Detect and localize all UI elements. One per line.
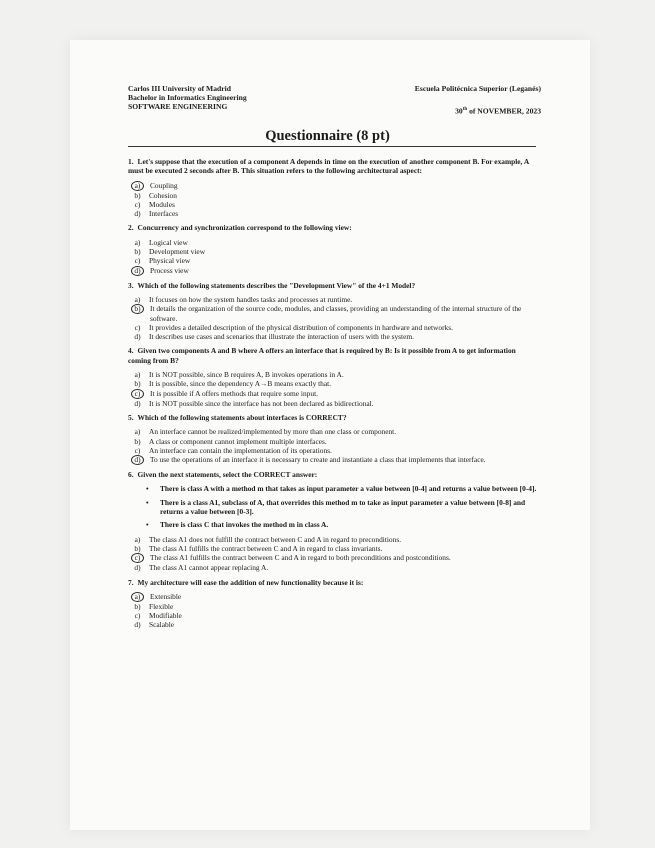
school-name: Escuela Politécnica Superior (Leganés)	[414, 84, 541, 93]
option-text: The class A1 cannot appear replacing A.	[149, 563, 269, 573]
option[interactable]	[132, 563, 538, 572]
question-text	[128, 157, 538, 176]
statement-text: There is a class A1, subclass of A, that overrides this method m to take as input parameter a value between [0-8] and returns a value between [0-3].	[160, 497, 526, 517]
option-letter: a)	[134, 427, 141, 437]
question-4	[128, 346, 538, 407]
answer-circle-mark: c)	[131, 389, 144, 399]
option-letter: b)	[134, 190, 141, 200]
option[interactable]	[132, 544, 538, 553]
options-list	[132, 370, 538, 408]
options-list	[132, 295, 538, 341]
question-stem: Given two components A and B where A offers an interface that is required by B: Is it possible from A to get information coming from B?	[128, 346, 516, 365]
option-letter: c)	[134, 199, 141, 209]
course-name: SOFTWARE ENGINEERING	[128, 102, 228, 111]
question-5	[128, 413, 538, 465]
date-day: 30	[455, 106, 463, 116]
answer-circle-mark: a)	[131, 592, 144, 602]
statement	[146, 520, 538, 529]
option-text: Modifiable	[149, 611, 182, 621]
title-divider	[128, 146, 536, 147]
option[interactable]	[132, 332, 538, 341]
question-number: 6.	[128, 470, 134, 480]
question-text	[128, 470, 538, 479]
question-stem: Given the next statements, select the CORRECT answer:	[137, 470, 318, 480]
option-text: The class A1 fulfills the contract between C and A in regard to class invariants.	[149, 543, 383, 553]
option-letter: a)	[134, 370, 141, 380]
option-text: Cohesion	[149, 190, 177, 200]
option[interactable]	[132, 323, 538, 332]
option[interactable]	[132, 620, 538, 629]
option-letter: b)	[134, 601, 141, 611]
option-letter: b)	[134, 247, 141, 257]
option[interactable]	[132, 370, 538, 379]
statements-list	[146, 484, 538, 529]
question-number: 3.	[128, 280, 134, 290]
question-1	[128, 157, 538, 218]
statement	[146, 484, 538, 493]
option-text: It focuses on how the system handles tasks and processes at runtime.	[149, 294, 353, 304]
question-number: 4.	[128, 346, 134, 356]
date-suffix: th	[462, 107, 468, 112]
question-number: 7.	[128, 577, 134, 587]
header-left	[128, 84, 247, 111]
option-text: The class A1 does not fulfill the contract between C and A in regard to preconditions.	[149, 534, 402, 544]
option[interactable]	[132, 592, 538, 602]
question-3	[128, 281, 538, 342]
option[interactable]	[132, 191, 538, 200]
question-number: 2.	[128, 223, 134, 233]
option-letter: c)	[134, 445, 141, 455]
date-rest: of NOVEMBER, 2023	[467, 106, 541, 116]
option-text: An interface cannot be realized/implemented by more than one class or component.	[149, 427, 397, 437]
question-6	[128, 470, 538, 572]
option-letter: a)	[134, 237, 141, 247]
option-letter: c)	[134, 256, 141, 266]
option[interactable]	[132, 209, 538, 218]
options-list	[132, 238, 538, 276]
option-letter: a)	[134, 534, 141, 544]
option[interactable]	[132, 181, 538, 191]
option[interactable]	[132, 535, 538, 544]
answer-circle-mark: d)	[131, 266, 144, 276]
option[interactable]	[132, 427, 538, 436]
option-text: Logical view	[149, 237, 188, 247]
header-right	[415, 84, 541, 116]
options-list	[132, 592, 538, 630]
option-text: It is NOT possible since the interface has not been declared as bidirectional.	[149, 398, 374, 408]
statement-text: There is class A with a method m that takes as input parameter a value between [0-4] and returns a value between [0-4].	[160, 484, 537, 494]
page-title: Questionnaire (8 pt)	[265, 128, 390, 144]
option-letter: d)	[134, 563, 141, 573]
bullet-icon: •	[146, 484, 149, 494]
option-letter: b)	[134, 379, 141, 389]
option-letter: c)	[134, 322, 141, 332]
options-list	[132, 181, 538, 219]
option-letter: d)	[134, 332, 141, 342]
question-text	[128, 281, 538, 290]
answer-circle-mark: d)	[131, 455, 144, 465]
option-text: Interfaces	[149, 209, 179, 219]
option[interactable]	[132, 247, 538, 256]
option-letter: d)	[134, 620, 141, 630]
option[interactable]	[132, 437, 538, 446]
question-stem: Which of the following statements describes the "Development View" of the 4+1 Model?	[137, 280, 416, 290]
option[interactable]	[132, 200, 538, 209]
option-text: An interface can contain the implementation of its operations.	[149, 445, 332, 455]
option-text: Coupling	[150, 180, 178, 190]
option-text: It is NOT possible, since B requires A, B invokes operations in A.	[149, 370, 344, 380]
option[interactable]	[132, 238, 538, 247]
option-text: It details the organization of the source code, modules, and classes, providing an understanding of the internal structure of the software.	[150, 304, 522, 323]
question-2	[128, 223, 538, 275]
option-letter: b)	[134, 436, 141, 446]
bullet-icon: •	[146, 520, 149, 530]
question-text	[128, 578, 538, 587]
question-stem: Which of the following statements about interfaces is CORRECT?	[137, 412, 347, 422]
option[interactable]	[132, 295, 538, 304]
bullet-icon: •	[146, 497, 149, 507]
question-stem: My architecture will ease the addition of new functionality because it is:	[137, 577, 364, 587]
option-text: Modules	[149, 199, 175, 209]
option-letter: b)	[134, 543, 141, 553]
option-letter: a)	[134, 294, 141, 304]
answer-circle-mark: c)	[131, 553, 144, 563]
option-text: The class A1 fulfills the contract between C and A in regard to both preconditions and postconditions.	[150, 553, 451, 563]
questions-list	[128, 157, 538, 635]
option-text: Scalable	[149, 620, 175, 630]
option[interactable]	[132, 389, 538, 399]
option-text: It provides a detailed description of the physical distribution of components in hardware and networks.	[149, 322, 453, 332]
option[interactable]	[132, 256, 538, 265]
options-list	[132, 427, 538, 465]
option[interactable]	[132, 266, 538, 276]
option[interactable]	[132, 399, 538, 408]
statement-text: There is class C that invokes the method m in class A.	[160, 520, 329, 530]
option-text: To use the operations of an interface it is necessary to create and instantiate a class that implements that interface.	[150, 455, 486, 465]
university-name: Carlos III University of Madrid	[128, 84, 231, 93]
question-text	[128, 346, 538, 365]
option-text: It is possible, since the dependency A→B means exactly that.	[149, 379, 332, 389]
option-text: Process view	[150, 265, 189, 275]
question-number: 5.	[128, 412, 134, 422]
option-text: It is possible if A offers methods that require some input.	[150, 388, 318, 398]
answer-circle-mark: a)	[131, 181, 144, 191]
option[interactable]	[132, 446, 538, 455]
statement	[146, 498, 538, 517]
option[interactable]	[132, 455, 538, 465]
option-letter: c)	[134, 611, 141, 621]
option-text: Extensible	[150, 591, 182, 601]
question-text	[128, 223, 538, 232]
option-text: Physical view	[149, 256, 191, 266]
option[interactable]	[132, 379, 538, 388]
answer-circle-mark: b)	[131, 304, 144, 314]
option[interactable]	[132, 553, 538, 563]
option[interactable]	[132, 602, 538, 611]
option-text: A class or component cannot implement multiple interfaces.	[149, 436, 327, 446]
degree-name: Bachelor in Informatics Engineering	[128, 93, 247, 102]
option-text: Development view	[149, 247, 206, 257]
option-letter: d)	[134, 209, 141, 219]
option-letter: d)	[134, 398, 141, 408]
exam-date	[415, 105, 541, 116]
question-7	[128, 578, 538, 630]
option-text: It describes use cases and scenarios that illustrate the interaction of users with the system.	[149, 332, 414, 342]
question-text	[128, 413, 538, 422]
options-list	[132, 535, 538, 573]
option[interactable]	[132, 304, 538, 323]
option[interactable]	[132, 611, 538, 620]
option-text: Flexible	[149, 601, 174, 611]
question-stem: Concurrency and synchronization correspond to the following view:	[137, 223, 352, 233]
question-number: 1.	[128, 157, 134, 166]
question-stem: Let's suppose that the execution of a component A depends in time on the execution of another component B. For example, A must be executed 2 seconds after B. This situation refers to the following architectural aspect:	[128, 157, 529, 176]
